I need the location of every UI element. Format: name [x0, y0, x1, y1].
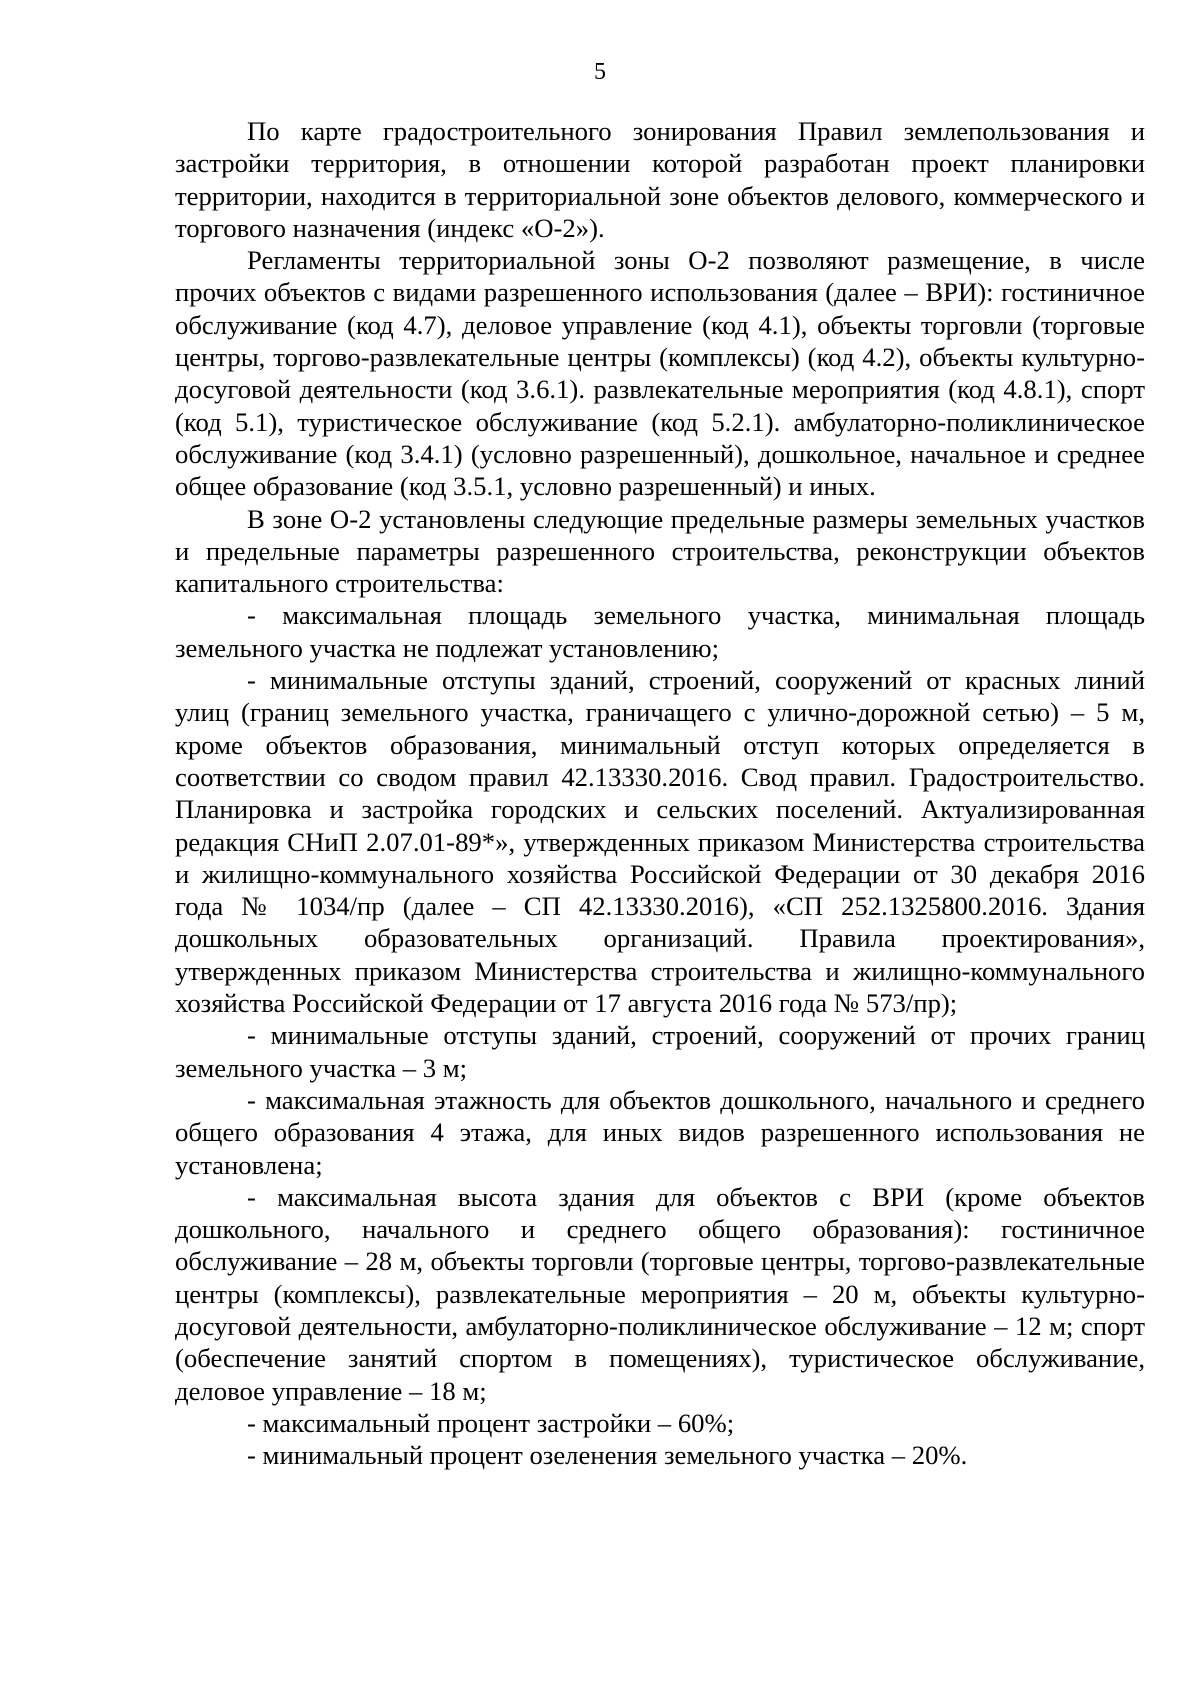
page-number: 5 [594, 59, 606, 85]
document-body [175, 115, 1145, 1471]
list-item-other-setback: - минимальные отступы зданий, строений, сооружений от прочих границ земельного участка – 3 м; [175, 1020, 1145, 1083]
list-item-max-building-percent: - максимальный процент застройки – 60%; [247, 1407, 735, 1438]
list-item-red-line-setback: - минимальные отступы зданий, строений, сооружений от красных линий улиц (границ земельного участка, граничащего с улично-дорожной сетью) – 5 м, кроме объектов образования, минимальный отступ которых определяется в соответствии со сводом правил 42.13330.2016. Свод правил. Градостроительство. Планировка и застройка городских и сельских поселений. Актуализированная редакция СНиП 2.07.01-89*», утвержденных приказом Министерства строительства и жилищно-коммунального хозяйства Российской Федерации от 30 декабря 2016 года № 1034/пр (далее – СП 42.13330.2016), «СП 252.1325800.2016. Здания дошкольных образовательных организаций. Правила проектирования», утвержденных приказом Министерства строительства и жилищно-коммунального хозяйства Российской Федерации от 17 августа 2016 года № 573/пр); [175, 665, 1145, 1019]
list-item-plot-area: - максимальная площадь земельного участка, минимальная площадь земельного участка не подлежат установлению; [175, 600, 1145, 663]
list-item-min-greening-percent: - минимальный процент озеленения земельного участка – 20%. [247, 1440, 968, 1471]
paragraph-zone-regulations: Регламенты территориальной зоны О-2 позволяют размещение, в числе прочих объектов с видами разрешенного использования (далее – ВРИ): гостиничное обслуживание (код 4.7), деловое управление (код 4.1), объекты торговли (торговые центры, торгово-развлекательные центры (комплексы) (код 4.2), объекты культурно-досуговой деятельности (код 3.6.1). развлекательные мероприятия (код 4.8.1), спорт (код 5.1), туристическое обслуживание (код 5.2.1). амбулаторно-поликлиническое обслуживание (код 3.4.1) (условно разрешенный), дошкольное, начальное и среднее общее образование (код 3.5.1, условно разрешенный) и иных. [175, 245, 1145, 502]
paragraph-zoning-map: По карте градостроительного зонирования Правил землепользования и застройки территория, в отношении которой разработан проект планировки территории, находится в территориальной зоне объектов делового, коммерческого и торгового назначения (индекс «О-2»). [175, 116, 1145, 243]
list-item-max-height: - максимальная высота здания для объектов с ВРИ (кроме объектов дошкольного, начального и среднего общего образования): гостиничное обслуживание – 28 м, объекты торговли (торговые центры, торгово-развлекательные центры (комплексы), развлекательные мероприятия – 20 м, объекты культурно- досуговой деятельности, амбулаторно-поликлиническое обслуживание – 12 м; спорт (обеспечение занятий спортом в помещениях), туристическое обслуживание, деловое управление – 18 м; [175, 1181, 1145, 1406]
list-item-max-floors: - максимальная этажность для объектов дошкольного, начального и среднего общего образования 4 этажа, для иных видов разрешенного использования не установлена; [175, 1084, 1145, 1180]
paragraph-parameters-intro: В зоне О-2 установлены следующие предельные размеры земельных участков и предельные параметры разрешенного строительства, реконструкции объектов капитального строительства: [175, 503, 1145, 599]
